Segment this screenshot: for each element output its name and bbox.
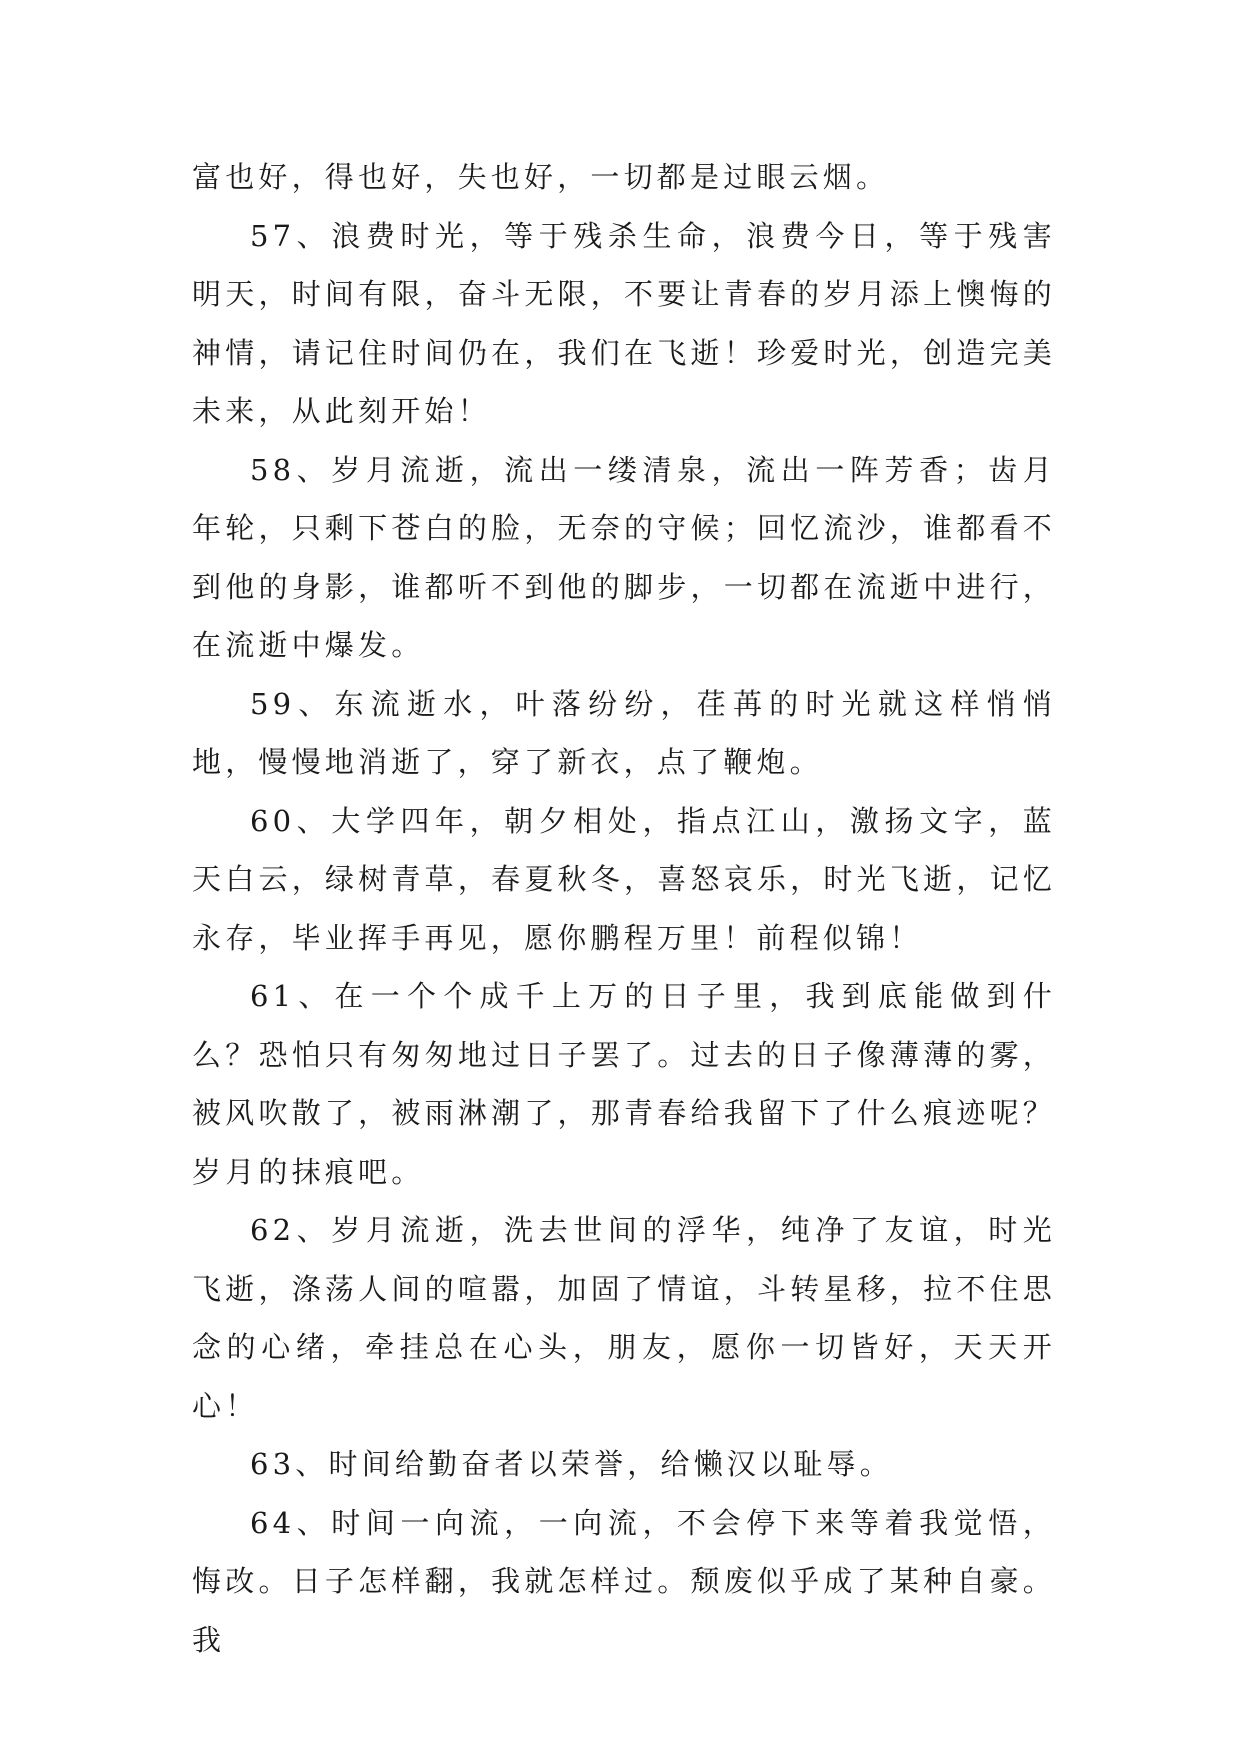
paragraph-58: 58、岁月流逝，流出一缕清泉，流出一阵芳香；齿月年轮，只剩下苍白的脸，无奈的守候；回忆流沙，谁都看不到他的身影，谁都听不到他的脚步，一切都在流逝中进行，在流逝中爆发。 [192,452,1056,662]
paragraph-59: 59、东流逝水，叶落纷纷，荏苒的时光就这样悄悄地，慢慢地消逝了，穿了新衣，点了鞭炮。 [192,686,1056,779]
paragraph-61: 61、在一个个成千上万的日子里，我到底能做到什么？恐怕只有匆匆地过日子罢了。过去的日子像薄薄的雾，被风吹散了，被雨淋潮了，那青春给我留下了什么痕迹呢？岁月的抹痕吧。 [192,979,1056,1189]
paragraph-62: 62、岁月流逝，洗去世间的浮华，纯净了友谊，时光飞逝，涤荡人间的喧嚣，加固了情谊，斗转星移，拉不住思念的心绪，牵挂总在心头，朋友，愿你一切皆好，天天开心！ [192,1213,1056,1423]
paragraph-60: 60、大学四年，朝夕相处，指点江山，激扬文字，蓝天白云，绿树青草，春夏秋冬，喜怒哀乐，时光飞逝，记忆永存，毕业挥手再见，愿你鹏程万里！前程似锦！ [192,803,1056,955]
paragraph-63: 63、时间给勤奋者以荣誉，给懒汉以耻辱。 [250,1447,893,1481]
paragraph-continued: 富也好，得也好，失也好，一切都是过眼云烟。 [192,160,890,194]
paragraph-64: 64、时间一向流，一向流，不会停下来等着我觉悟，悔改。日子怎样翻，我就怎样过。颓废似乎成了某种自豪。我 [192,1505,1056,1657]
document-body [192,148,1056,1669]
paragraph-57: 57、浪费时光，等于残杀生命，浪费今日，等于残害明天，时间有限，奋斗无限，不要让青春的岁月添上懊悔的神情，请记住时间仍在，我们在飞逝！珍爱时光，创造完美未来，从此刻开始！ [192,218,1056,428]
